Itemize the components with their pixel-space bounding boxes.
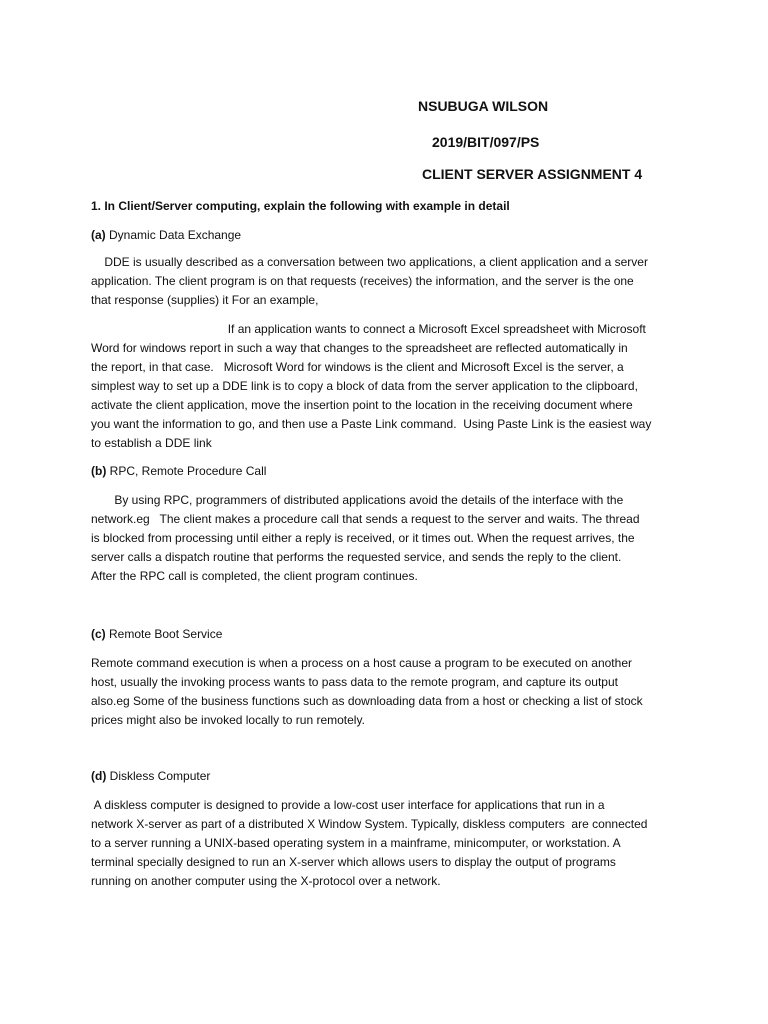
text-line: Word for windows report in such a way that changes to the spreadsheet are reflected automatically in: [91, 341, 628, 355]
section-body-remote-boot: [91, 654, 691, 730]
text-line: to a server running a UNIX-based operating system in a mainframe, minicomputer, or workstation. A: [91, 836, 621, 850]
section-heading-remote-boot: (c) Remote Boot Service: [91, 627, 223, 641]
text-line: also.eg Some of the business functions such as downloading data from a host or checking a list of stock: [91, 694, 643, 708]
author-name: NSUBUGA WILSON: [418, 98, 549, 114]
text-line: is blocked from processing until either a reply is received, or it times out. When the request arrives, the: [91, 531, 635, 545]
text-line: prices might also be invoked locally to run remotely.: [91, 713, 365, 727]
text-line: terminal specially designed to run an X-server which allows users to display the output of programs: [91, 855, 616, 869]
section-body-rpc: [91, 491, 691, 586]
text-line: to establish a DDE link: [91, 436, 212, 450]
text-line: network.eg The client makes a procedure call that sends a request to the server and waits. The thread: [91, 512, 640, 526]
text-line: By using RPC, programmers of distributed applications avoid the details of the interface with the: [91, 493, 624, 507]
section-heading-rpc: (b) RPC, Remote Procedure Call: [91, 464, 267, 478]
section-body-dde-example: [91, 320, 691, 453]
text-line: the report, in that case. Microsoft Word for windows is the client and Microsoft Excel is the server, a: [91, 360, 624, 374]
text-line: running on another computer using the X-protocol over a network.: [91, 874, 441, 888]
text-line: simplest way to set up a DDE link is to copy a block of data from the server application to the clipboard,: [91, 379, 638, 393]
text-line: Remote command execution is when a process on a host cause a program to be executed on another: [91, 656, 632, 670]
text-line: application. The client program is on that requests (receives) the information, and the server is the one: [91, 274, 634, 288]
text-line: network X-server as part of a distributed X Window System. Typically, diskless computers are connected: [91, 817, 648, 831]
section-body-diskless: [91, 796, 691, 891]
text-line: DDE is usually described as a conversation between two applications, a client application and a server: [91, 255, 648, 269]
text-line: server calls a dispatch routine that performs the requested service, and sends the reply to the client.: [91, 550, 622, 564]
document-title: CLIENT SERVER ASSIGNMENT 4: [422, 166, 643, 182]
question-heading: 1. In Client/Server computing, explain the following with example in detail: [91, 199, 510, 213]
section-body-dde: [91, 253, 691, 310]
text-line: If an application wants to connect a Microsoft Excel spreadsheet with Microsoft: [91, 322, 646, 336]
text-line: After the RPC call is completed, the client program continues.: [91, 569, 418, 583]
section-heading-dde: (a) Dynamic Data Exchange: [91, 228, 242, 242]
text-line: that response (supplies) it For an example,: [91, 293, 319, 307]
section-heading-diskless: (d) Diskless Computer: [91, 769, 211, 783]
student-id: 2019/BIT/097/PS: [432, 134, 540, 150]
text-line: A diskless computer is designed to provide a low-cost user interface for applications that run in a: [91, 798, 605, 812]
text-line: host, usually the invoking process wants to pass data to the remote program, and capture its output: [91, 675, 618, 689]
text-line: activate the client application, move the insertion point to the location in the receiving document where: [91, 398, 633, 412]
text-line: you want the information to go, and then use a Paste Link command. Using Paste Link is the easiest way: [91, 417, 652, 431]
